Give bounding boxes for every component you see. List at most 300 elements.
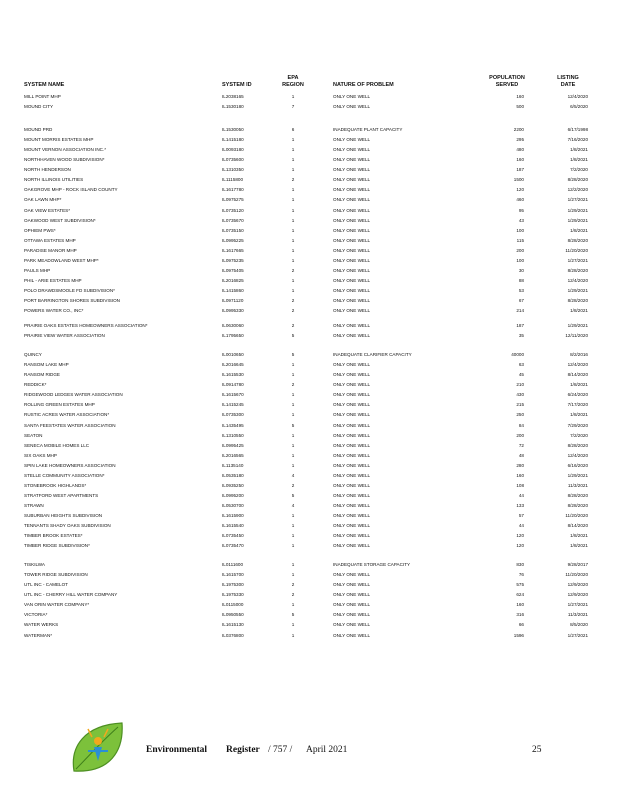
system-name-cell: STRAWN — [24, 502, 44, 508]
nature-of-problem-cell: ONLY ONE WELL — [333, 362, 371, 368]
system-name-cell: VAN ORIN WATER COMPANY* — [24, 602, 90, 608]
system-id-cell: IL1530180 — [222, 104, 244, 110]
epa-region-cell: 1 — [291, 512, 295, 518]
epa-region-cell: 1 — [291, 562, 295, 568]
table-row — [0, 463, 618, 473]
system-id-cell: IL1435495 — [222, 422, 244, 428]
nature-of-problem-cell: ONLY ONE WELL — [333, 237, 371, 243]
nature-of-problem-cell: ONLY ONE WELL — [333, 622, 371, 628]
epa-region-cell: 5 — [291, 492, 295, 498]
epa-region-cell: 1 — [291, 392, 295, 398]
table-row — [0, 503, 618, 513]
epa-region-cell: 1 — [291, 533, 295, 539]
listing-date-cell: 1/27/2021 — [567, 632, 588, 638]
system-name-cell: RANSOM RIDGE — [24, 372, 60, 378]
system-id-cell: IL0735450 — [222, 533, 244, 539]
system-name-cell: OAKWOOD WEST SUBDIVISION* — [24, 217, 96, 223]
population-cell: 57 — [518, 512, 524, 518]
population-cell: 214 — [516, 308, 524, 313]
table-row — [0, 177, 618, 187]
epa-region-cell: 1 — [291, 137, 295, 143]
population-cell: 35 — [518, 333, 524, 339]
nature-of-problem-cell: ONLY ONE WELL — [333, 187, 371, 193]
epa-region-cell: 1 — [291, 257, 295, 263]
table-row — [0, 228, 618, 238]
table-row — [0, 633, 618, 643]
system-name-cell: MILL POINT MHP — [24, 94, 61, 99]
nature-of-problem-cell: ONLY ONE WELL — [333, 462, 371, 468]
nature-of-problem-cell: ONLY ONE WELL — [333, 632, 371, 638]
system-id-cell: IL0630060 — [222, 323, 244, 329]
listing-date-cell: 12/4/2020 — [567, 277, 588, 283]
system-id-cell: IL0530700 — [222, 502, 244, 508]
nature-of-problem-cell: ONLY ONE WELL — [333, 308, 371, 313]
nature-of-problem-cell: ONLY ONE WELL — [333, 197, 371, 203]
system-id-cell: IL0535180 — [222, 472, 244, 478]
nature-of-problem-cell: ONLY ONE WELL — [333, 257, 371, 263]
epa-region-cell: 1 — [291, 452, 295, 458]
nature-of-problem-cell: ONLY ONE WELL — [333, 582, 371, 588]
listing-date-cell: 8/14/2020 — [567, 523, 588, 528]
system-name-cell: NORTHHAVEN WOOD SUBDIVISION* — [24, 157, 105, 163]
system-name-cell: SANTA FEESTATES WATER ASSOCIATION — [24, 422, 116, 428]
table-row — [0, 372, 618, 382]
nature-of-problem-cell: ONLY ONE WELL — [333, 592, 371, 598]
population-cell: 160 — [516, 94, 524, 99]
population-cell: 160 — [516, 157, 524, 163]
table-row — [0, 612, 618, 622]
listing-date-cell: 1/29/2021 — [567, 207, 588, 213]
listing-date-cell: 1/29/2021 — [567, 217, 588, 223]
header-system-name: SYSTEM NAME — [24, 82, 65, 88]
epa-region-cell: 2 — [291, 482, 295, 488]
system-name-cell: OAK VIEW ESTATES* — [24, 207, 71, 213]
population-cell: 430 — [516, 392, 524, 398]
system-id-cell: IL0010650 — [222, 352, 244, 358]
table-row — [0, 268, 618, 278]
table-row — [0, 167, 618, 177]
nature-of-problem-cell: ONLY ONE WELL — [333, 502, 371, 508]
epa-region-cell: 1 — [291, 442, 295, 448]
table-row — [0, 402, 618, 412]
nature-of-problem-cell: ONLY ONE WELL — [333, 412, 371, 418]
listing-date-cell: 11/20/2020 — [565, 247, 588, 253]
population-cell: 210 — [516, 382, 524, 388]
nature-of-problem-cell: ONLY ONE WELL — [333, 287, 371, 293]
nature-of-problem-cell: ONLY ONE WELL — [333, 217, 371, 223]
epa-region-cell: 2 — [291, 323, 295, 329]
table-row — [0, 513, 618, 523]
table-row — [0, 157, 618, 167]
system-id-cell: IL0115000 — [222, 602, 244, 608]
listing-date-cell: 8/28/2020 — [567, 177, 588, 183]
listing-date-cell: 1/27/2021 — [567, 602, 588, 608]
epa-region-cell: 1 — [291, 157, 295, 163]
system-name-cell: SENECA MOBILE HOMES LLC — [24, 442, 90, 448]
listing-date-cell: 8/14/2020 — [567, 372, 588, 378]
listing-date-cell: 8/28/2020 — [567, 492, 588, 498]
epa-region-cell: 1 — [291, 207, 295, 213]
nature-of-problem-cell: ONLY ONE WELL — [333, 543, 371, 549]
system-id-cell: IL1415860 — [222, 287, 244, 293]
table-row — [0, 592, 618, 602]
system-name-cell: ROLLING GREEN ESTATES MHP — [24, 402, 95, 408]
nature-of-problem-cell: ONLY ONE WELL — [333, 452, 371, 458]
listing-date-cell: 12/2/2020 — [567, 187, 588, 193]
nature-of-problem-cell: INADEQUATE STORAGE CAPACITY — [333, 562, 411, 568]
listing-date-cell: 6/5/2020 — [570, 104, 588, 110]
epa-region-cell: 5 — [291, 333, 295, 339]
population-cell: 830 — [516, 562, 524, 568]
table-row — [0, 582, 618, 592]
table-row — [0, 94, 618, 104]
table-row — [0, 433, 618, 443]
epa-region-cell: 1 — [291, 217, 295, 223]
footer-month-year: April 2021 — [306, 745, 348, 755]
population-cell: 53 — [518, 287, 524, 293]
table-row — [0, 602, 618, 612]
system-id-cell: IL0111600 — [222, 562, 244, 568]
footer-issue: / 757 / — [268, 745, 293, 755]
system-name-cell: SUBURBAN HEIGHTS SUBDIVISION — [24, 512, 103, 518]
population-cell: 160 — [516, 472, 524, 478]
population-cell: 84 — [518, 422, 524, 428]
table-row — [0, 362, 618, 372]
listing-date-cell: 6/24/2020 — [567, 392, 588, 398]
population-cell: 1596 — [513, 632, 524, 638]
epa-region-cell: 1 — [291, 147, 295, 153]
nature-of-problem-cell: ONLY ONE WELL — [333, 167, 371, 173]
nature-of-problem-cell: ONLY ONE WELL — [333, 432, 371, 438]
listing-date-cell: 8/28/2020 — [567, 237, 588, 243]
table-row — [0, 453, 618, 463]
listing-date-cell: 8/28/2020 — [567, 267, 588, 273]
epa-region-cell: 1 — [291, 572, 295, 578]
listing-date-cell: 1/8/2021 — [570, 533, 588, 539]
nature-of-problem-cell: ONLY ONE WELL — [333, 104, 371, 110]
system-name-cell: POWERS WATER CO., INC* — [24, 308, 84, 313]
population-cell: 76 — [518, 572, 524, 578]
system-id-cell: IL0995200 — [222, 492, 244, 498]
system-name-cell: OAKGROVE MHP - ROCK ISLAND COUNTY — [24, 187, 118, 193]
table-row — [0, 308, 618, 318]
epa-region-cell: 5 — [291, 352, 295, 358]
nature-of-problem-cell: ONLY ONE WELL — [333, 323, 371, 329]
epa-region-cell: 1 — [291, 412, 295, 418]
population-cell: 63 — [518, 362, 524, 368]
population-cell: 250 — [516, 412, 524, 418]
system-name-cell: TENNANTS SHADY OAKS SUBDIVISION — [24, 523, 111, 528]
epa-region-cell: 2 — [291, 308, 295, 313]
system-name-cell: SIX OAKS MHP — [24, 452, 57, 458]
system-id-cell: IL0735670 — [222, 217, 244, 223]
table-row — [0, 147, 618, 157]
population-cell: 200 — [516, 432, 524, 438]
header-nature-of-problem: NATURE OF PROBLEM — [333, 82, 394, 88]
listing-date-cell: 1/29/2021 — [567, 323, 588, 329]
listing-date-cell: 6/16/2020 — [567, 462, 588, 468]
listing-date-cell: 8/28/2020 — [567, 297, 588, 303]
system-id-cell: IL0975235 — [222, 257, 244, 263]
system-id-cell: IL0950550 — [222, 612, 244, 618]
table-row — [0, 187, 618, 197]
population-cell: 575 — [516, 582, 524, 588]
population-cell: 1500 — [513, 177, 524, 183]
listing-date-cell: 1/27/2021 — [567, 257, 588, 263]
system-name-cell: SPIN LAKE HOMEOWNERS ASSOCIATION — [24, 462, 116, 468]
system-id-cell: IL0735470 — [222, 543, 244, 549]
table-row — [0, 258, 618, 268]
system-id-cell: IL1617780 — [222, 187, 244, 193]
listing-date-cell: 1/29/2021 — [567, 287, 588, 293]
population-cell: 316 — [516, 612, 524, 618]
system-name-cell: TIMBER RIDGE SUBDIVISION* — [24, 543, 90, 549]
epa-region-cell: 1 — [291, 94, 295, 99]
listing-date-cell: 8/28/2020 — [567, 442, 588, 448]
population-cell: 108 — [516, 482, 524, 488]
listing-date-cell: 11/20/2020 — [565, 572, 588, 578]
environmental-register-logo — [66, 717, 128, 779]
nature-of-problem-cell: ONLY ONE WELL — [333, 247, 371, 253]
system-id-cell: IL1615130 — [222, 622, 244, 628]
population-cell: 480 — [516, 147, 524, 153]
population-cell: 115 — [516, 237, 524, 243]
population-cell: 66 — [518, 622, 524, 628]
system-name-cell: STELLE COMMUNITY ASSOCIATION* — [24, 472, 105, 478]
epa-region-cell: 1 — [291, 632, 295, 638]
population-cell: 43 — [518, 217, 524, 223]
table-row — [0, 278, 618, 288]
system-id-cell: IL1795650 — [222, 333, 244, 339]
system-id-cell: IL1530050 — [222, 127, 244, 133]
listing-date-cell: 11/3/2021 — [567, 482, 588, 488]
nature-of-problem-cell: ONLY ONE WELL — [333, 277, 371, 283]
epa-region-cell: 5 — [291, 422, 295, 428]
system-id-cell: IL1415245 — [222, 402, 244, 408]
listing-date-cell: 11/20/2020 — [565, 512, 588, 518]
nature-of-problem-cell: ONLY ONE WELL — [333, 523, 371, 528]
system-id-cell: IL1975330 — [222, 592, 244, 598]
nature-of-problem-cell: ONLY ONE WELL — [333, 177, 371, 183]
system-name-cell: WATERMAN* — [24, 632, 53, 638]
system-name-cell: PRAIRIE VIEW WATER ASSOCIATION — [24, 333, 105, 339]
system-id-cell: IL0935250 — [222, 482, 244, 488]
epa-region-cell: 4 — [291, 472, 295, 478]
system-id-cell: IL1615700 — [222, 572, 244, 578]
nature-of-problem-cell: ONLY ONE WELL — [333, 512, 371, 518]
table-row — [0, 288, 618, 298]
listing-date-cell: 7/2/2020 — [570, 167, 588, 173]
population-cell: 67 — [518, 297, 524, 303]
population-cell: 88 — [518, 277, 524, 283]
nature-of-problem-cell: ONLY ONE WELL — [333, 372, 371, 378]
system-name-cell: MOUNT MORRIS ESTATES MHP — [24, 137, 94, 143]
table-row — [0, 127, 618, 137]
epa-region-cell: 7 — [291, 104, 295, 110]
population-cell: 30 — [518, 267, 524, 273]
listing-date-cell: 1/8/2021 — [570, 147, 588, 153]
system-name-cell: OTTAWA ESTATES MHP — [24, 237, 76, 243]
epa-region-cell: 2 — [291, 582, 295, 588]
footer-publication: Environmental — [146, 745, 208, 755]
system-id-cell: IL0971120 — [222, 297, 244, 303]
system-id-cell: IL0975275 — [222, 197, 244, 203]
epa-region-cell: 1 — [291, 197, 295, 203]
population-cell: 72 — [518, 442, 524, 448]
system-id-cell: IL1415180 — [222, 137, 244, 143]
epa-region-cell: 2 — [291, 592, 295, 598]
nature-of-problem-cell: ONLY ONE WELL — [333, 157, 371, 163]
listing-date-cell: 1/8/2021 — [570, 308, 588, 313]
system-id-cell: IL0735600 — [222, 157, 244, 163]
population-cell: 460 — [516, 197, 524, 203]
system-id-cell: IL1310350 — [222, 167, 244, 173]
nature-of-problem-cell: ONLY ONE WELL — [333, 147, 371, 153]
system-name-cell: MOUND PRD — [24, 127, 53, 133]
population-cell: 45 — [518, 372, 524, 378]
epa-region-cell: 1 — [291, 362, 295, 368]
header-system-id: SYSTEM ID — [222, 82, 252, 88]
nature-of-problem-cell: ONLY ONE WELL — [333, 267, 371, 273]
system-name-cell: PARK MEADOWLAND WEST MHP* — [24, 257, 99, 263]
epa-region-cell: 1 — [291, 237, 295, 243]
system-id-cell: IL2038165 — [222, 94, 244, 99]
listing-date-cell: 1/29/2021 — [567, 472, 588, 478]
nature-of-problem-cell: ONLY ONE WELL — [333, 137, 371, 143]
table-row — [0, 137, 618, 147]
listing-date-cell: 9/28/2017 — [567, 562, 588, 568]
system-id-cell: IL1617665 — [222, 247, 244, 253]
system-id-cell: IL1615670 — [222, 392, 244, 398]
system-name-cell: RUSTIC ACRES WATER ASSOCIATION* — [24, 412, 110, 418]
population-cell: 120 — [516, 187, 524, 193]
table-row — [0, 248, 618, 258]
system-name-cell: PORT BARRINGTON SHORES SUBDIVISION — [24, 297, 120, 303]
listing-date-cell: 8/2/2016 — [570, 352, 588, 358]
nature-of-problem-cell: ONLY ONE WELL — [333, 422, 371, 428]
nature-of-problem-cell: INADEQUATE CLARIFIER CAPACITY — [333, 352, 412, 358]
nature-of-problem-cell: ONLY ONE WELL — [333, 533, 371, 539]
table-row — [0, 352, 618, 362]
table-row — [0, 523, 618, 533]
listing-date-cell: 7/17/2020 — [567, 402, 588, 408]
system-name-cell: TOWER RIDGE SUBDIVISION — [24, 572, 88, 578]
epa-region-cell: 1 — [291, 432, 295, 438]
system-name-cell: TISKILWA — [24, 562, 45, 568]
population-cell: 100 — [516, 257, 524, 263]
nature-of-problem-cell: ONLY ONE WELL — [333, 612, 371, 618]
system-name-cell: QUINCY — [24, 352, 42, 358]
population-cell: 187 — [516, 323, 524, 329]
listing-date-cell: 1/27/2021 — [567, 197, 588, 203]
system-name-cell: RANSOM LAKE MHP — [24, 362, 69, 368]
population-cell: 215 — [516, 402, 524, 408]
population-cell: 280 — [516, 462, 524, 468]
table-row — [0, 392, 618, 402]
nature-of-problem-cell: ONLY ONE WELL — [333, 94, 371, 99]
system-id-cell: IL1615540 — [222, 523, 244, 528]
table-header — [0, 72, 618, 94]
system-name-cell: TIMBER BROOK ESTATES* — [24, 533, 83, 539]
epa-region-cell: 1 — [291, 372, 295, 378]
table-row — [0, 197, 618, 207]
population-cell: 187 — [516, 167, 524, 173]
table-row — [0, 382, 618, 392]
table-row — [0, 572, 618, 582]
listing-date-cell: 1/8/2021 — [570, 382, 588, 388]
epa-region-cell: 1 — [291, 543, 295, 549]
epa-region-cell: 1 — [291, 287, 295, 293]
system-name-cell: PHIL - ARIE ESTATES MHP — [24, 277, 82, 283]
table-row — [0, 622, 618, 632]
system-id-cell: IL1975300 — [222, 582, 244, 588]
population-cell: 95 — [518, 207, 524, 213]
nature-of-problem-cell: ONLY ONE WELL — [333, 472, 371, 478]
listing-date-cell: 1/8/2021 — [570, 157, 588, 163]
system-id-cell: IL2016565 — [222, 452, 244, 458]
system-id-cell: IL0735300 — [222, 412, 244, 418]
system-id-cell: IL0995330 — [222, 308, 244, 313]
epa-region-cell: 1 — [291, 247, 295, 253]
system-id-cell: IL0975405 — [222, 267, 244, 273]
population-cell: 200 — [516, 247, 524, 253]
epa-region-cell: 1 — [291, 602, 295, 608]
system-name-cell: POLO DRAWDSMOOLE FD SUBDIVISION* — [24, 287, 115, 293]
table-row — [0, 533, 618, 543]
nature-of-problem-cell: ONLY ONE WELL — [333, 492, 371, 498]
system-id-cell: IL1615530 — [222, 372, 244, 378]
population-cell: 160 — [516, 602, 524, 608]
listing-date-cell: 1/8/2021 — [570, 412, 588, 418]
system-name-cell: RIDGEWOOD LEDGES WATER ASSOCIATION — [24, 392, 123, 398]
system-id-cell: IL1310550 — [222, 432, 244, 438]
epa-region-cell: 4 — [291, 502, 295, 508]
listing-date-cell: 8/5/2020 — [570, 622, 588, 628]
table-row — [0, 423, 618, 433]
epa-region-cell: 1 — [291, 277, 295, 283]
system-name-cell: PAULS MHP — [24, 267, 51, 273]
listing-date-cell: 12/11/2020 — [565, 333, 588, 339]
nature-of-problem-cell: ONLY ONE WELL — [333, 227, 371, 233]
population-cell: 120 — [516, 533, 524, 539]
listing-date-cell: 7/2/2020 — [570, 432, 588, 438]
system-name-cell: NORTH ILLINOIS UTILITIES — [24, 177, 84, 183]
system-name-cell: WATER WERKS — [24, 622, 59, 628]
population-cell: 624 — [516, 592, 524, 598]
system-name-cell: OPHIEM PWS* — [24, 227, 56, 233]
listing-date-cell: 11/3/2021 — [567, 612, 588, 618]
listing-date-cell: 12/4/2020 — [567, 94, 588, 99]
system-name-cell: SEATON — [24, 432, 43, 438]
system-id-cell: IL0376800 — [222, 632, 244, 638]
population-cell: 40000 — [511, 352, 524, 358]
epa-region-cell: 1 — [291, 462, 295, 468]
listing-date-cell: 12/4/2020 — [567, 362, 588, 368]
nature-of-problem-cell: ONLY ONE WELL — [333, 572, 371, 578]
system-name-cell: VICTORIA* — [24, 612, 48, 618]
system-id-cell: IL1135140 — [222, 462, 244, 468]
listing-date-cell: 6/17/1998 — [567, 127, 588, 133]
population-cell: 2200 — [513, 127, 524, 133]
nature-of-problem-cell: ONLY ONE WELL — [333, 442, 371, 448]
table-row — [0, 323, 618, 333]
table-row — [0, 298, 618, 308]
table-row — [0, 483, 618, 493]
header-population-served: POPULATION SERVED — [489, 75, 525, 88]
listing-date-cell: 7/16/2020 — [567, 137, 588, 143]
nature-of-problem-cell: ONLY ONE WELL — [333, 482, 371, 488]
epa-region-cell: 1 — [291, 402, 295, 408]
